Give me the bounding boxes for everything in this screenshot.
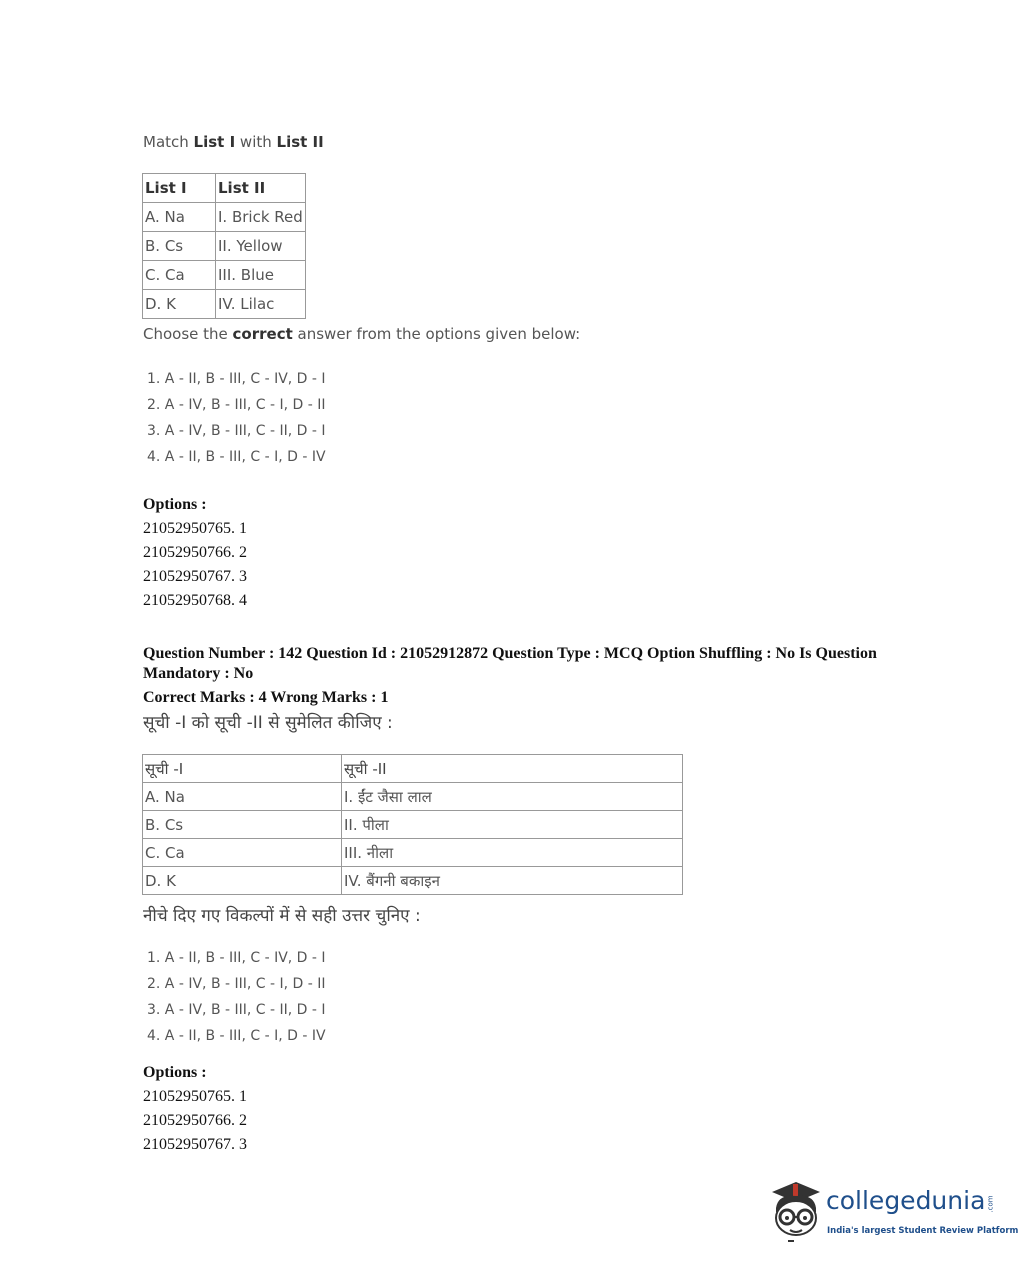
list-item: 3. A - IV, B - III, C - II, D - I bbox=[147, 1002, 326, 1018]
q1-match-table bbox=[142, 173, 306, 319]
q1-choose-prefix: Choose the bbox=[143, 325, 233, 343]
table-cell: II. Yellow bbox=[216, 232, 306, 261]
table-cell: III. नीला bbox=[342, 839, 683, 867]
marks-line: Correct Marks : 4 Wrong Marks : 1 bbox=[143, 689, 389, 706]
table-row bbox=[143, 839, 683, 867]
q2-options bbox=[143, 1061, 247, 1157]
option-row: 21052950765. 1 bbox=[143, 1088, 247, 1105]
option-row: 21052950766. 2 bbox=[143, 1112, 247, 1129]
q1-choose-instruction bbox=[143, 325, 580, 343]
table-cell: B. Cs bbox=[143, 811, 342, 839]
q1-choose-suffix: answer from the options given below: bbox=[292, 325, 581, 343]
list-item: 4. A - II, B - III, C - I, D - IV bbox=[147, 449, 326, 465]
table-cell: B. Cs bbox=[143, 232, 216, 261]
q1-intro-middle: with bbox=[235, 133, 277, 151]
q1-intro-list1: List I bbox=[193, 133, 236, 151]
list-item: 2. A - IV, B - III, C - I, D - II bbox=[147, 976, 326, 992]
table-cell: II. पीला bbox=[342, 811, 683, 839]
logo-com: .com bbox=[986, 1195, 995, 1213]
q1-choice-list bbox=[147, 366, 326, 470]
table-cell: C. Ca bbox=[143, 839, 342, 867]
table-cell: A. Na bbox=[143, 783, 342, 811]
table-cell: I. ईंट जैसा लाल bbox=[342, 783, 683, 811]
header-cell: List II bbox=[216, 174, 306, 203]
q2-choose-instruction: नीचे दिए गए विकल्पों में से सही उत्तर चुनिए : bbox=[143, 906, 421, 926]
option-row: 21052950765. 1 bbox=[143, 520, 247, 537]
q1-intro-prefix: Match bbox=[143, 133, 194, 151]
options-label: Options : bbox=[143, 496, 207, 513]
table-row bbox=[143, 811, 683, 839]
list-item: 1. A - II, B - III, C - IV, D - I bbox=[147, 950, 326, 966]
list-item: 3. A - IV, B - III, C - II, D - I bbox=[147, 423, 326, 439]
table-header-row bbox=[143, 174, 306, 203]
table-cell: C. Ca bbox=[143, 261, 216, 290]
table-cell: I. Brick Red bbox=[216, 203, 306, 232]
list-item: 4. A - II, B - III, C - I, D - IV bbox=[147, 1028, 326, 1044]
table-row bbox=[143, 290, 306, 319]
logo-wordmark: collegedunia bbox=[826, 1186, 986, 1215]
list-item: 2. A - IV, B - III, C - I, D - II bbox=[147, 397, 326, 413]
table-cell: D. K bbox=[143, 290, 216, 319]
q1-intro bbox=[143, 133, 324, 151]
q1-intro-list2: List II bbox=[276, 133, 324, 151]
question-meta-line: Question Number : 142 Question Id : 21052912872 Question Type : MCQ Option Shuffling : No Is Question Mandatory : No bbox=[143, 645, 877, 682]
option-row: 21052950766. 2 bbox=[143, 544, 247, 561]
table-row bbox=[143, 867, 683, 895]
q2-choice-list bbox=[147, 945, 326, 1049]
option-row: 21052950767. 3 bbox=[143, 1136, 247, 1153]
options-label: Options : bbox=[143, 1064, 207, 1081]
list-item: 1. A - II, B - III, C - IV, D - I bbox=[147, 371, 326, 387]
table-cell: IV. बैंगनी बकाइन bbox=[342, 867, 683, 895]
q2-meta bbox=[143, 644, 883, 708]
table-cell: A. Na bbox=[143, 203, 216, 232]
option-row: 21052950767. 3 bbox=[143, 568, 247, 585]
q1-options bbox=[143, 493, 247, 613]
table-cell: III. Blue bbox=[216, 261, 306, 290]
table-row bbox=[143, 232, 306, 261]
q2-match-table bbox=[142, 754, 683, 895]
table-header-row bbox=[143, 755, 683, 783]
logo-tagline: India's largest Student Review Platform bbox=[827, 1226, 1019, 1236]
collegedunia-logo bbox=[766, 1178, 1019, 1248]
q1-choose-strong: correct bbox=[232, 325, 293, 343]
option-row: 21052950768. 4 bbox=[143, 592, 247, 609]
table-cell: D. K bbox=[143, 867, 342, 895]
table-row bbox=[143, 261, 306, 290]
mascot-icon bbox=[766, 1178, 824, 1248]
table-row bbox=[143, 783, 683, 811]
q2-intro: सूची -I को सूची -II से सुमेलित कीजिए : bbox=[143, 713, 393, 733]
header-cell: List I bbox=[143, 174, 216, 203]
table-row bbox=[143, 203, 306, 232]
header-cell: सूची -II bbox=[342, 755, 683, 783]
table-cell: IV. Lilac bbox=[216, 290, 306, 319]
header-cell: सूची -I bbox=[143, 755, 342, 783]
